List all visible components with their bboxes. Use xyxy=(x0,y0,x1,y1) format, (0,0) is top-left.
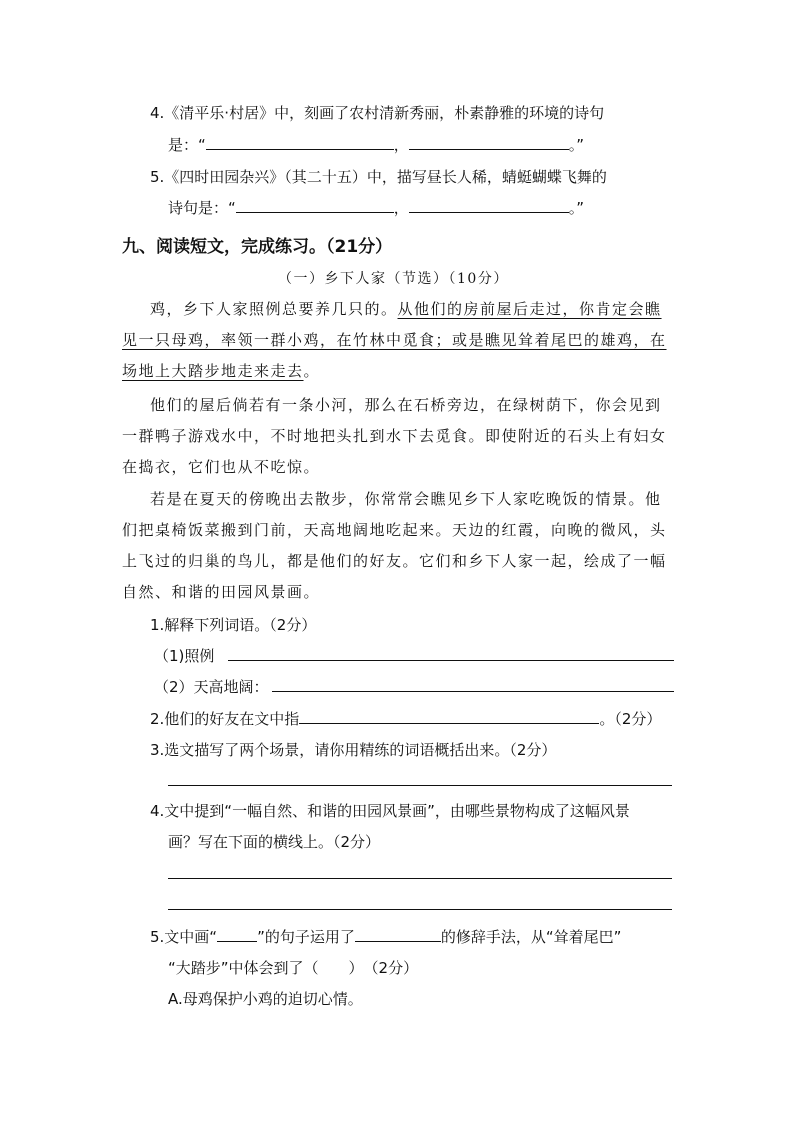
question-1: 1.解释下列词语。（2分） xyxy=(150,616,317,634)
passage-p2-line2: 一群鸭子游戏水中，不时地把头扎到水下去觅食。即使附近的石头上有妇女 xyxy=(122,427,667,445)
passage-p2-line3: 在捣衣，它们也从不吃惊。 xyxy=(122,458,321,476)
answer-blank[interactable] xyxy=(409,135,569,150)
passage-p3-line4: 自然、和谐的田园风景画。 xyxy=(122,583,321,601)
question-5-part-b: ”的句子运用了 xyxy=(257,928,355,946)
comma: ， xyxy=(393,199,409,217)
answer-blank[interactable] xyxy=(409,198,569,213)
answer-line[interactable] xyxy=(228,660,674,661)
underline-sample xyxy=(217,927,257,942)
underlined-sentence: 从他们的房前屋后走过，你肯定会瞧 xyxy=(397,300,662,318)
answer-line[interactable] xyxy=(272,691,674,692)
question-5-line2 xyxy=(168,197,584,218)
question-4-line1: 4.文中提到“一幅自然、和谐的田园风景画”，由哪些景物构成了这幅风景 xyxy=(150,802,630,820)
question-1-1: （1)照例 xyxy=(154,647,215,665)
question-4-suffix: 。” xyxy=(568,136,585,154)
passage-p1-line1 xyxy=(150,298,662,319)
question-4-prefix: 是：“ xyxy=(168,136,206,154)
passage-p3-line2: 们把桌椅饭菜搬到门前，天高地阔地吃起来。天边的红霞，向晚的微风，头 xyxy=(122,521,667,539)
question-2-suffix: 。（2分） xyxy=(599,710,662,728)
question-5-line1 xyxy=(150,926,621,947)
answer-blank[interactable] xyxy=(206,135,394,150)
passage-text: 。 xyxy=(303,362,321,380)
question-5-option-a[interactable]: A.母鸡保护小鸡的迫切心情。 xyxy=(168,990,363,1008)
question-5-part-c: 的修辞手法，从“耸着尾巴” xyxy=(440,928,622,946)
answer-blank[interactable] xyxy=(355,927,441,942)
passage-p3-line3: 上飞过的归巢的鸟儿，都是他们的好友。它们和乡下人家一起，绘成了一幅 xyxy=(122,552,667,570)
answer-line[interactable] xyxy=(168,878,672,879)
question-5-suffix: 。” xyxy=(568,199,585,217)
question-3: 3.选文描写了两个场景，请你用精练的词语概括出来。（2分） xyxy=(150,741,557,759)
question-5-part-a: 5.文中画“ xyxy=(150,928,218,946)
answer-line[interactable] xyxy=(168,909,672,910)
passage-subtitle: （一）乡下人家（节选）（10分） xyxy=(278,271,509,287)
question-5-prefix: 诗句是：“ xyxy=(168,199,236,217)
answer-blank[interactable] xyxy=(236,198,394,213)
comma: ， xyxy=(393,136,409,154)
answer-line[interactable] xyxy=(168,785,672,786)
passage-text: 鸡，乡下人家照例总要养几只的。 xyxy=(150,300,398,318)
question-1-2: （2）天高地阔： xyxy=(154,678,269,696)
passage-p1-line2: 见一只母鸡，率领一群小鸡，在竹林中觅食；或是瞧见耸着尾巴的雄鸡，在 xyxy=(122,331,667,349)
question-2-prefix: 2.他们的好友在文中指 xyxy=(150,710,300,728)
question-5-line1: 5.《四时田园杂兴》（其二十五）中，描写昼长人稀，蜻蜓蝴蝶飞舞的 xyxy=(150,168,607,186)
section-heading: 九、阅读短文，完成练习。（21分） xyxy=(122,237,393,257)
question-4-line1: 4.《清平乐·村居》中，刻画了农村清新秀丽，朴素静雅的环境的诗句 xyxy=(150,104,605,122)
question-4-line2: 画？写在下面的横线上。（2分） xyxy=(168,833,381,851)
passage-p3-line1: 若是在夏天的傍晚出去散步，你常常会瞧见乡下人家吃晚饭的情景。他 xyxy=(150,490,662,508)
question-2 xyxy=(150,708,661,729)
question-5-line2: “大踏步”中体会到了（ ） （2分） xyxy=(168,959,419,977)
passage-p1-line3 xyxy=(122,360,320,381)
question-4-line2 xyxy=(168,134,584,155)
answer-blank[interactable] xyxy=(299,709,599,724)
passage-p2-line1: 他们的屋后倘若有一条小河，那么在石桥旁边，在绿树荫下，你会见到 xyxy=(150,396,662,414)
underlined-sentence: 场地上大踏步地走来走去 xyxy=(122,362,304,380)
